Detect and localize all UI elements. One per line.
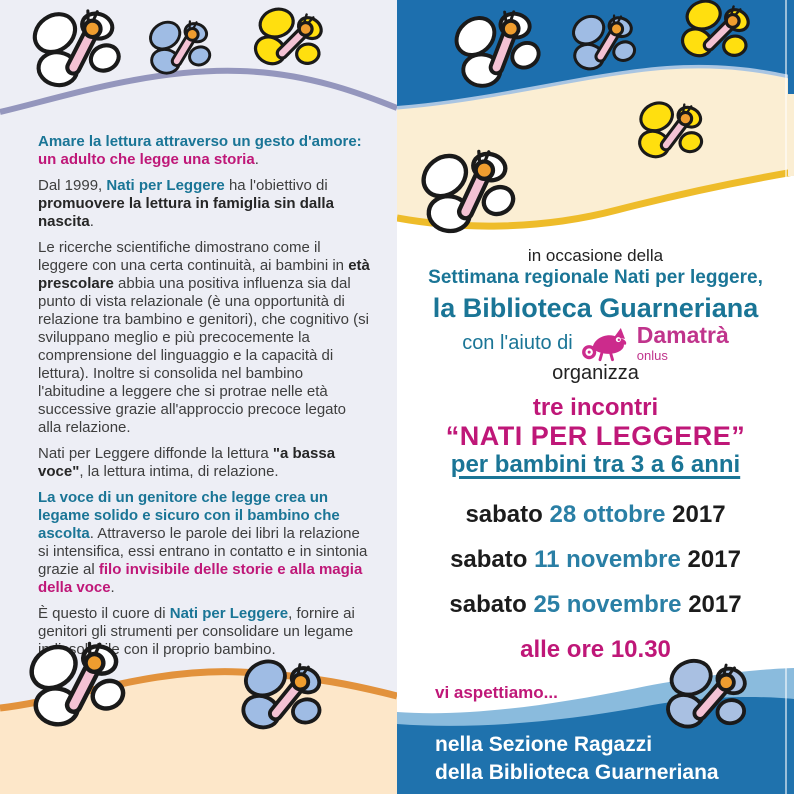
- damatra-logo: [637, 324, 729, 362]
- right-panel: [397, 0, 794, 794]
- paragraph-text: , fornire ai genitori gli strumenti per consolidare un legame indissolubile con il proprio bambino.: [38, 605, 355, 658]
- paragraph-text: È questo il cuore di: [38, 605, 170, 622]
- paragraph-text: Amare la lettura attraverso un gesto d'amore:: [38, 133, 362, 150]
- paragraph-text: promuovere la lettura in famiglia sin dalla nascita: [38, 195, 334, 230]
- closing-text: vi aspettiamo...: [435, 683, 558, 702]
- paragraph-ricerche: [38, 239, 371, 437]
- paragraph-text: Dal 1999,: [38, 177, 107, 194]
- aiuto-logo-row: [397, 322, 794, 364]
- date-day: sabato: [449, 591, 527, 618]
- damatra-onlus: onlus: [636, 348, 668, 363]
- butterfly-icon: [235, 653, 337, 745]
- paragraph-text: Le ricerche scientifiche dimostrano come il leggere con una certa continuità, ai bambini in: [38, 239, 349, 274]
- butterfly-icon: [673, 0, 764, 76]
- date-day: sabato: [450, 546, 528, 573]
- date-day: sabato: [465, 501, 543, 528]
- intro-settimana: Settimana regionale Nati per leggere,: [428, 267, 763, 288]
- event-date-2: [397, 546, 794, 574]
- damatra-name: Damatrà: [636, 322, 729, 348]
- paragraph-text: .: [254, 151, 259, 168]
- butterfly-icon: [659, 651, 763, 747]
- date-value: 25 novembre: [533, 591, 682, 618]
- date-year: 2017: [687, 546, 741, 573]
- butterfly-icon: [24, 0, 138, 103]
- paragraph-text: Nati per Leggere: [106, 177, 229, 194]
- event-title: “NATI PER LEGGERE”: [445, 421, 746, 451]
- paragraph-text: età prescolare: [38, 257, 370, 292]
- left-text-column: [38, 133, 371, 667]
- paragraph-text: un adulto che legge una storia: [38, 151, 255, 168]
- paragraph-text: Nati per Leggere diffonde la lettura: [38, 445, 273, 462]
- butterfly-icon: [20, 629, 145, 744]
- paragraph-intro: [38, 133, 371, 169]
- paragraph-text: Nati per Leggere: [169, 605, 289, 622]
- paragraph-text: . Attraverso le parole dei libri la relazione si intensifica, essi entrano in contatto e in sintonia grazie al: [38, 525, 368, 578]
- date-value: 11 novembre: [534, 546, 681, 573]
- location-line-1: nella Sezione Ragazzi: [435, 733, 653, 756]
- date-value: 28 ottobre: [549, 501, 666, 528]
- paragraph-voce-genitore: [38, 489, 371, 597]
- paragraph-dal-1999: [38, 177, 371, 231]
- intro-organizza: organizza: [552, 362, 639, 384]
- paragraph-text: "a bassa voce": [38, 445, 336, 480]
- event-kicker: tre incontri: [532, 394, 659, 421]
- fold-edge-blue: [788, 0, 794, 94]
- paragraph-text: , la lettura intima, di relazione.: [79, 463, 279, 480]
- date-year: 2017: [688, 591, 742, 618]
- aiuto-label: con l'aiuto di: [462, 331, 573, 354]
- butterfly-icon: [567, 7, 648, 80]
- butterfly-icon: [634, 97, 714, 170]
- intro-biblioteca: la Biblioteca Guarneriana: [432, 293, 759, 323]
- event-time: alle ore 10.30: [520, 636, 671, 663]
- butterfly-icon: [246, 0, 337, 84]
- event-date-1: [397, 501, 794, 529]
- paragraph-text: abbia una positiva influenza sia dal punto di vista relazionale (è una opportunità di relazione tra bambino e genitori), che cognitivo (si sviluppano meglio e più precocemente la comprensione del linguaggio e la capacità di lettura). Inoltre si consolida nel bambino l'abitudine a leggere che si protrae nelle età successive grazie all'approccio precoce legato alla relazione.: [38, 275, 370, 436]
- event-audience: per bambini tra 3 a 6 anni: [450, 451, 741, 478]
- chameleon-icon: [580, 322, 630, 364]
- butterfly-icon: [411, 135, 534, 250]
- butterfly-icon: [144, 13, 222, 84]
- paragraph-text: La voce di un genitore che legge crea un legame solido e sicuro con il bambino che ascolta: [38, 489, 340, 542]
- intro-occasione: in occasione della: [527, 246, 664, 265]
- date-year: 2017: [672, 501, 726, 528]
- fold-edge-cream: [788, 94, 794, 176]
- paragraph-bassa-voce: [38, 445, 371, 481]
- event-date-3: [397, 591, 794, 619]
- paragraph-text: .: [110, 579, 115, 596]
- location-line-2: della Biblioteca Guarneriana: [435, 761, 719, 784]
- fold-divider: [785, 0, 787, 794]
- paragraph-text: .: [89, 213, 94, 230]
- paragraph-text: ha l'obiettivo di: [228, 177, 328, 194]
- paragraph-text: filo invisibile delle storie e alla magia della voce: [38, 561, 363, 596]
